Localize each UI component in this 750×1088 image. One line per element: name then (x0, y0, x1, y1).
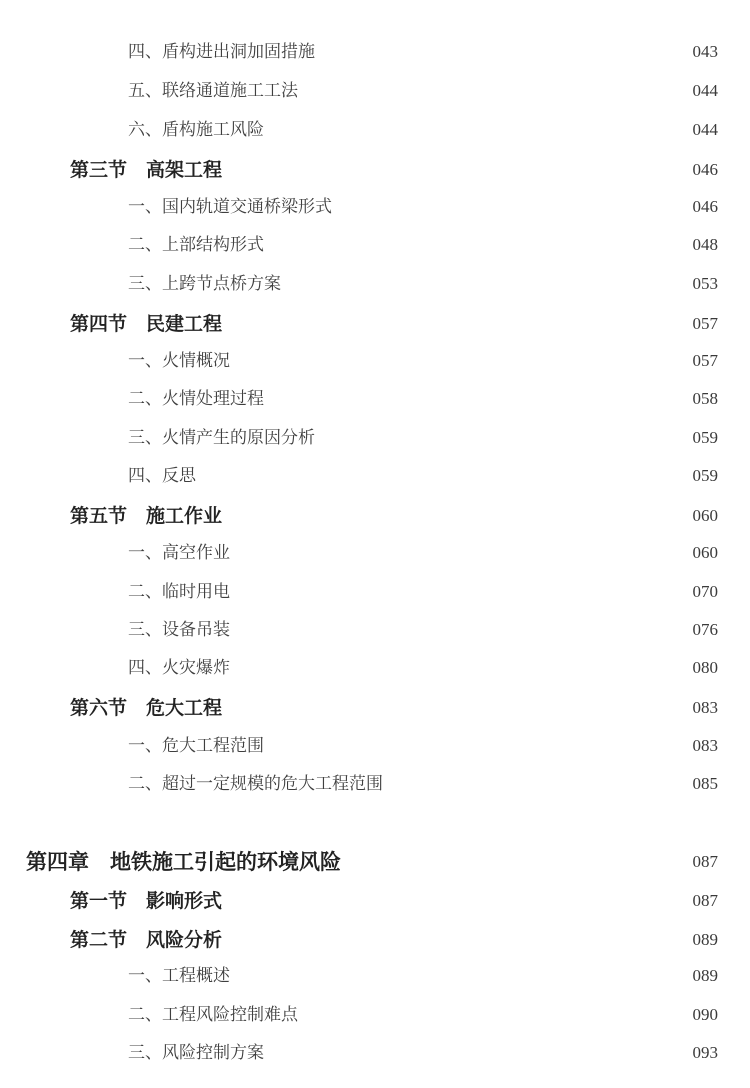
toc-page-number: 059 (692, 428, 718, 447)
toc-item-row[interactable] (0, 420, 750, 456)
toc-item-row[interactable] (0, 73, 750, 109)
toc-section-row[interactable] (0, 152, 750, 188)
toc-item-row[interactable] (0, 112, 750, 148)
toc-item-row[interactable] (0, 227, 750, 263)
toc-item-title: 五、联络通道施工工法 (128, 81, 298, 101)
toc-item-title: 三、火情产生的原因分析 (128, 428, 315, 448)
toc-item-title: 二、超过一定规模的危大工程范围 (128, 774, 383, 794)
toc-item-title: 二、工程风险控制难点 (128, 1005, 298, 1025)
toc-item-row[interactable] (0, 997, 750, 1033)
toc-item-row[interactable] (0, 343, 750, 379)
toc-item-title: 四、反思 (128, 466, 196, 486)
toc-page-number: 085 (692, 774, 718, 793)
toc-item-title: 六、盾构施工风险 (128, 120, 264, 140)
toc-item-title: 二、火情处理过程 (128, 389, 264, 409)
toc-item-title: 四、盾构进出洞加固措施 (128, 42, 315, 62)
toc-item-title: 一、高空作业 (128, 543, 230, 563)
toc-item-title: 一、国内轨道交通桥梁形式 (128, 197, 332, 217)
toc-page-number: 093 (692, 1043, 718, 1062)
toc-page-number: 048 (692, 235, 718, 254)
toc-item-row[interactable] (0, 535, 750, 571)
toc-item-title: 一、危大工程范围 (128, 736, 264, 756)
toc-item-row[interactable] (0, 381, 750, 417)
toc-page-number: 087 (692, 891, 718, 910)
toc-item-row[interactable] (0, 766, 750, 802)
toc-page-number: 083 (692, 736, 718, 755)
toc-section-title: 第三节 高架工程 (70, 159, 223, 181)
toc-page-number: 046 (692, 160, 718, 179)
toc-section-row[interactable] (0, 306, 750, 342)
toc-item-title: 四、火灾爆炸 (128, 658, 230, 678)
toc-item-title: 一、工程概述 (128, 966, 230, 986)
toc-page-number: 080 (692, 658, 718, 677)
toc-page-number: 060 (692, 506, 718, 525)
toc-page-number: 043 (692, 42, 718, 61)
toc-chapter-title: 第四章 地铁施工引起的环境风险 (26, 850, 341, 874)
toc-page-number: 087 (692, 852, 718, 871)
toc-page-number: 058 (692, 389, 718, 408)
toc-item-row[interactable] (0, 189, 750, 225)
toc-page-number: 060 (692, 543, 718, 562)
toc-page-number: 044 (692, 81, 718, 100)
toc-section-row[interactable] (0, 690, 750, 726)
toc-section-title: 第四节 民建工程 (70, 313, 223, 335)
toc-item-title: 二、上部结构形式 (128, 235, 264, 255)
toc-page-number: 090 (692, 1005, 718, 1024)
toc-section-row[interactable] (0, 883, 750, 919)
toc-section-title: 第六节 危大工程 (70, 697, 223, 719)
toc-page-number: 057 (692, 351, 718, 370)
toc-page-number: 083 (692, 698, 718, 717)
toc-section-title: 第一节 影响形式 (70, 890, 223, 912)
toc-item-title: 二、临时用电 (128, 582, 230, 602)
toc-item-row[interactable] (0, 650, 750, 686)
toc-item-row[interactable] (0, 612, 750, 648)
toc-page-number: 089 (692, 930, 718, 949)
toc-section-title: 第五节 施工作业 (70, 505, 223, 527)
toc-item-row[interactable] (0, 34, 750, 70)
toc-item-row[interactable] (0, 1035, 750, 1071)
toc-chapter-row[interactable] (0, 844, 750, 880)
toc-page-number: 044 (692, 120, 718, 139)
toc-page-number: 046 (692, 197, 718, 216)
toc-page-number: 089 (692, 966, 718, 985)
toc-section-row[interactable] (0, 498, 750, 534)
toc-page-number: 057 (692, 314, 718, 333)
toc-page-number: 076 (692, 620, 718, 639)
toc-section-title: 第二节 风险分析 (70, 929, 223, 951)
toc-item-row[interactable] (0, 458, 750, 494)
toc-page-number: 053 (692, 274, 718, 293)
toc-item-row[interactable] (0, 266, 750, 302)
toc-item-title: 三、风险控制方案 (128, 1043, 264, 1063)
toc-item-title: 三、设备吊装 (128, 620, 230, 640)
toc-item-title: 三、上跨节点桥方案 (128, 274, 281, 294)
toc-item-row[interactable] (0, 958, 750, 994)
toc-section-row[interactable] (0, 922, 750, 958)
toc-item-title: 一、火情概况 (128, 351, 230, 371)
toc-page-number: 070 (692, 582, 718, 601)
toc-item-row[interactable] (0, 728, 750, 764)
toc-page-number: 059 (692, 466, 718, 485)
toc-item-row[interactable] (0, 574, 750, 610)
